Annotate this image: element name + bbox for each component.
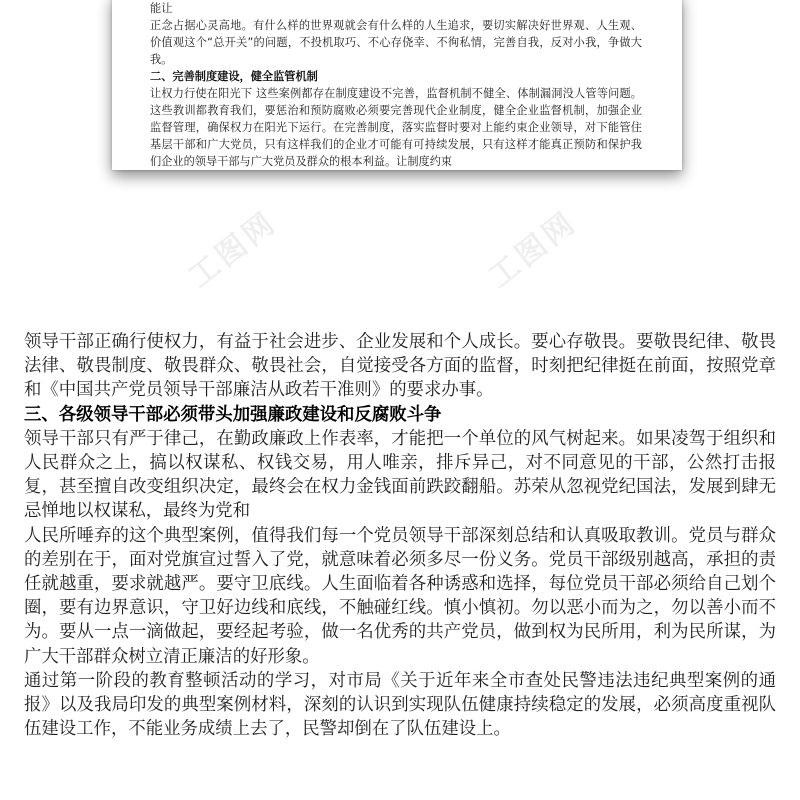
preview-line-2: 正念占据心灵高地。有什么样的世界观就会有什么样的人生追求，要切实解决好世界观、人生观、价值观这个“总开关”的问题，不投机取巧、不心存侥幸、不徇私情，完善自我，反对小我，争做大我。 [150,19,642,66]
body-paragraph-2: 领导干部只有严于律己，在勤政廉政上作表率，才能把一个单位的风气树起来。如果凌驾于组织和人民群众之上，搞以权谋私、权钱交易，用人唯亲，排斥异己，对不同意见的干部，公然打击报复，甚至擅自改变组织决定，最终会在权力金钱面前跌跤翻船。苏荣从忽视党纪国法，发展到肆无忌惮地以权谋私，最终为党和 [24,428,776,522]
section-heading-3: 三、各级领导干部必须带头加强廉政建设和反腐败斗争 [24,404,442,425]
body-paragraph-1: 领导干部正确行使权力，有益于社会进步、企业发展和个人成长。要心存敬畏。要敬畏纪律、敬畏法律、敬畏制度、敬畏群众、敬畏社会，自觉接受各方面的监督，时刻把纪律挺在前面，按照党章和《中国共产党员领导干部廉洁从政若干准则》的要求办事。 [24,332,776,401]
preview-line-1: 能让 [150,2,173,15]
document-preview-card [112,0,682,170]
body-paragraph-3: 人民所唾弃的这个典型案例，值得我们每一个党员领导干部深刻总结和认真吸取教训。党员与群众的差别在于，面对党旗宣过誓入了党，就意味着必须多尽一份义务。党员干部级别越高，承担的责任就越重，要求就越严。要守卫底线。人生面临着各种诱惑和选择，每位党员干部必须给自己划个圈，要有边界意识，守卫好边线和底线，不触碰红线。慎小慎初。勿以恶小而为之，勿以善小而不为。要从一点一滴做起，要经起考验，做一名优秀的共产党员，做到权为民所用，利为民所谋，为广大干部群众树立清正廉洁的好形象。 [24,525,776,667]
watermark: 工图网 [182,204,285,295]
body-paragraph-4: 通过第一阶段的教育整顿活动的学习，对市局《关于近年来全市查处民警违法违纪典型案例的通报》以及我局印发的典型案例材料，深刻的认识到实现队伍健康持续稳定的发展，必须高度重视队伍建设工作，不能业务成绩上去了，民警却倒在了队伍建设上。 [24,670,776,740]
preview-paragraph: 让权力行使在阳光下 这些案例都存在制度建设不完善，监督机制不健全、体制漏洞没人管等问题。这些教训都教育我们，要惩治和预防腐败必须要完善现代企业制度，健全企业监督机制，加强企业监督管理，确保权力在阳光下运行。在完善制度，落实监督时要对上能约束企业领导，对下能管住基层干部和广大党员，只有这样我们的企业才可能有可持续发展，只有这样才能真正预防和保护我们企业的领导干部与广大党员及群众的根本利益。让制度约束 [150,87,642,168]
watermark: 工图网 [482,204,585,295]
document-body [24,330,776,741]
preview-heading: 二、完善制度建设，健全监管机制 [150,70,318,83]
